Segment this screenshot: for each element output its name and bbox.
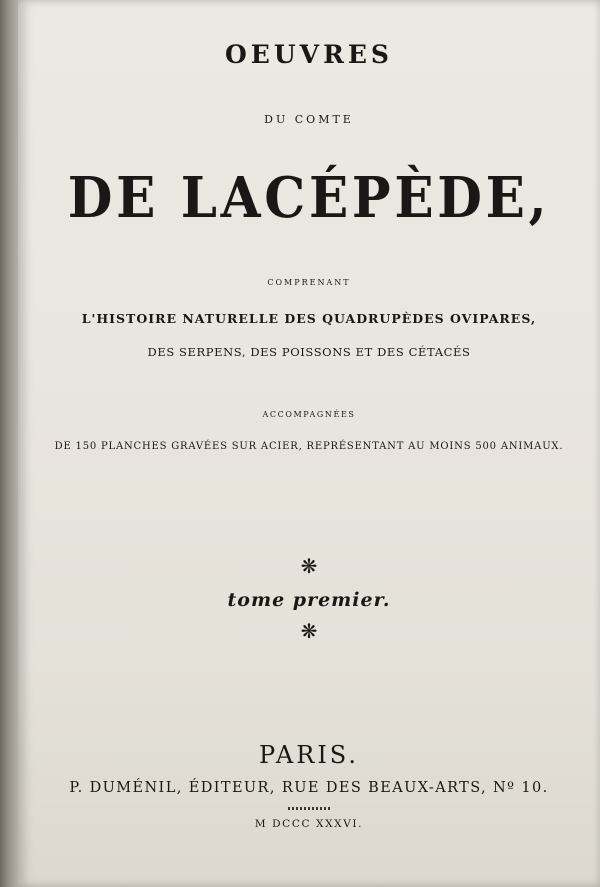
oeuvres-heading: OEUVRES — [225, 40, 393, 69]
floral-star-icon: ❋ — [300, 619, 318, 643]
comprenant-line: COMPRENANT — [267, 278, 351, 287]
year-line: M DCCC XXXVI. — [254, 818, 364, 830]
city-line: PARIS. — [258, 741, 360, 769]
author-title: DE LACÉPÈDE, — [67, 165, 551, 231]
floral-star-icon: ❋ — [300, 554, 318, 578]
decorative-rule — [288, 807, 332, 810]
serpens-line: DES SERPENS, DES POISSONS ET DES CÉTACÉS — [147, 345, 471, 359]
title-page — [18, 0, 600, 887]
accompagnees-line: ACCOMPAGNÉES — [262, 410, 356, 419]
tome-label: tome premier. — [227, 589, 391, 611]
du-comte-line: DU COMTE — [264, 113, 354, 126]
planches-line: DE 150 PLANCHES GRAVÉES SUR ACIER, REPRÉSENTANT AU MOINS 500 ANIMAUX. — [54, 441, 564, 452]
histoire-line: L'HISTOIRE NATURELLE DES QUADRUPÈDES OVIPARES, — [81, 311, 537, 326]
publisher-line: P. DUMÉNIL, ÉDITEUR, RUE DES BEAUX-ARTS, Nº 10. — [69, 780, 549, 796]
